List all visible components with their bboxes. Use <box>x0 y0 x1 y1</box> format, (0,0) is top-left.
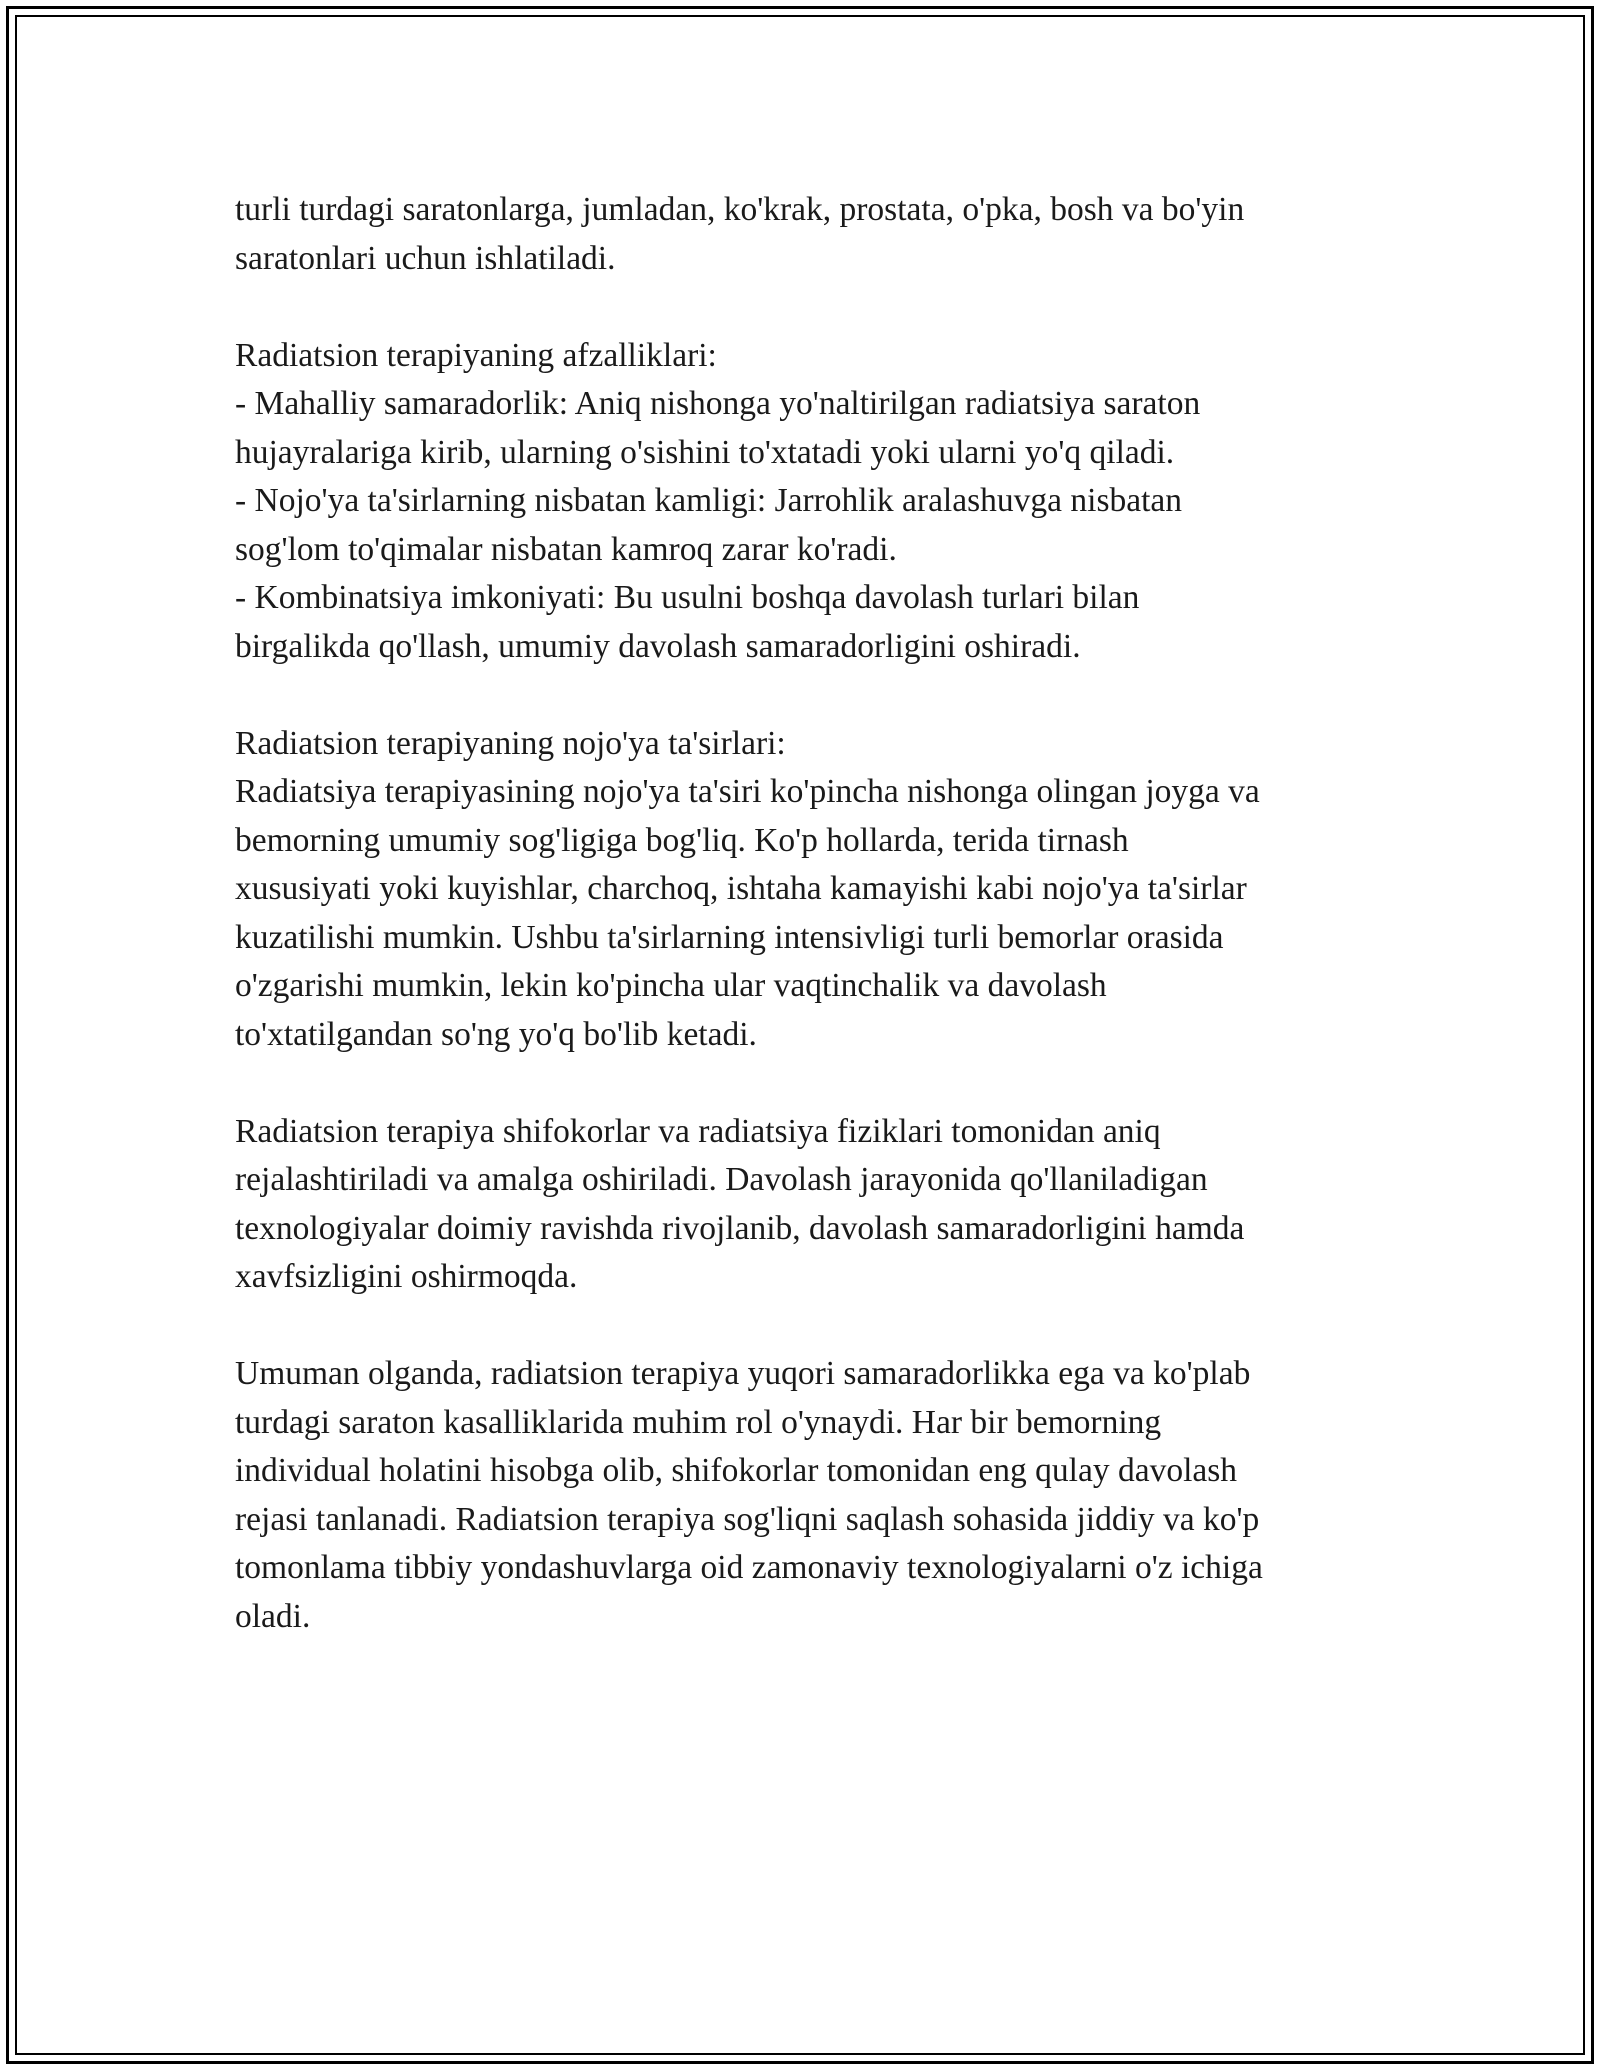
text-line: Radiatsion terapiya shifokorlar va radiatsiya fiziklari tomonidan aniq <box>235 1112 1161 1150</box>
text-line: saratonlari uchun ishlatiladi. <box>235 239 616 277</box>
text-line: xavfsizligini oshirmoqda. <box>235 1258 578 1295</box>
text-line: to'xtatilgandan so'ng yo'q bo'lib ketadi. <box>235 1015 757 1053</box>
text-line: tomonlama tibbiy yondashuvlarga oid zamonaviy texnologiyalarni o'z ichiga <box>235 1549 1263 1586</box>
text-line: bemorning umumiy sog'ligiga bog'liq. Ko'p hollarda, terida tirnash <box>235 821 1129 859</box>
text-line: Umuman olganda, radiatsion terapiya yuqori samaradorlikka ega va ko'plab <box>235 1355 1251 1392</box>
paragraph-side-effects <box>235 720 1395 1060</box>
text-line: individual holatini hisobga olib, shifokorlar tomonidan eng qulay davolash <box>235 1452 1238 1489</box>
paragraph-intro <box>235 186 1395 283</box>
text-line: - Kombinatsiya imkoniyati: Bu usulni boshqa davolash turlari bilan <box>235 579 1140 616</box>
text-line: rejalashtiriladi va amalga oshiriladi. Davolash jarayonida qo'llaniladigan <box>235 1161 1208 1198</box>
text-line: birgalikda qo'llash, umumiy davolash samaradorligini oshiradi. <box>235 627 1081 665</box>
text-line: hujayralariga kirib, ularning o'sishini to'xtatadi yoki ularni yo'q qiladi. <box>235 433 1175 471</box>
text-line: oladi. <box>235 1597 311 1635</box>
paragraph-advantages <box>235 332 1395 672</box>
text-line: texnologiyalar doimiy ravishda rivojlanib, davolash samaradorligini hamda <box>235 1209 1245 1247</box>
text-line: xususiyati yoki kuyishlar, charchoq, ishtaha kamayishi kabi nojo'ya ta'sirlar <box>235 870 1247 907</box>
section-heading: Radiatsion terapiyaning nojo'ya ta'sirlari: <box>235 724 786 762</box>
section-heading: Radiatsion terapiyaning afzalliklari: <box>235 336 717 374</box>
text-line: turli turdagi saratonlarga, jumladan, ko'krak, prostata, o'pka, bosh va bo'yin <box>235 191 1245 228</box>
text-line: - Nojo'ya ta'sirlarning nisbatan kamligi: Jarrohlik aralashuvga nisbatan <box>235 482 1183 519</box>
text-line: Radiatsiya terapiyasining nojo'ya ta'siri ko'pincha nishonga olingan joyga va <box>235 773 1260 810</box>
text-line: rejasi tanlanadi. Radiatsion terapiya sog'liqni saqlash sohasida jiddiy va ko'p <box>235 1500 1260 1538</box>
text-line: kuzatilishi mumkin. Ushbu ta'sirlarning intensivligi turli bemorlar orasida <box>235 918 1224 956</box>
text-line: sog'lom to'qimalar nisbatan kamroq zarar ko'radi. <box>235 530 897 568</box>
paragraph-conclusion <box>235 1350 1395 1641</box>
text-line: - Mahalliy samaradorlik: Aniq nishonga yo'naltirilgan radiatsiya saraton <box>235 385 1201 422</box>
text-line: turdagi saraton kasalliklarida muhim rol o'ynaydi. Har bir bemorning <box>235 1403 1162 1441</box>
paragraph-planning <box>235 1108 1395 1302</box>
document-body <box>235 186 1395 1641</box>
text-line: o'zgarishi mumkin, lekin ko'pincha ular vaqtinchalik va davolash <box>235 967 1107 1004</box>
